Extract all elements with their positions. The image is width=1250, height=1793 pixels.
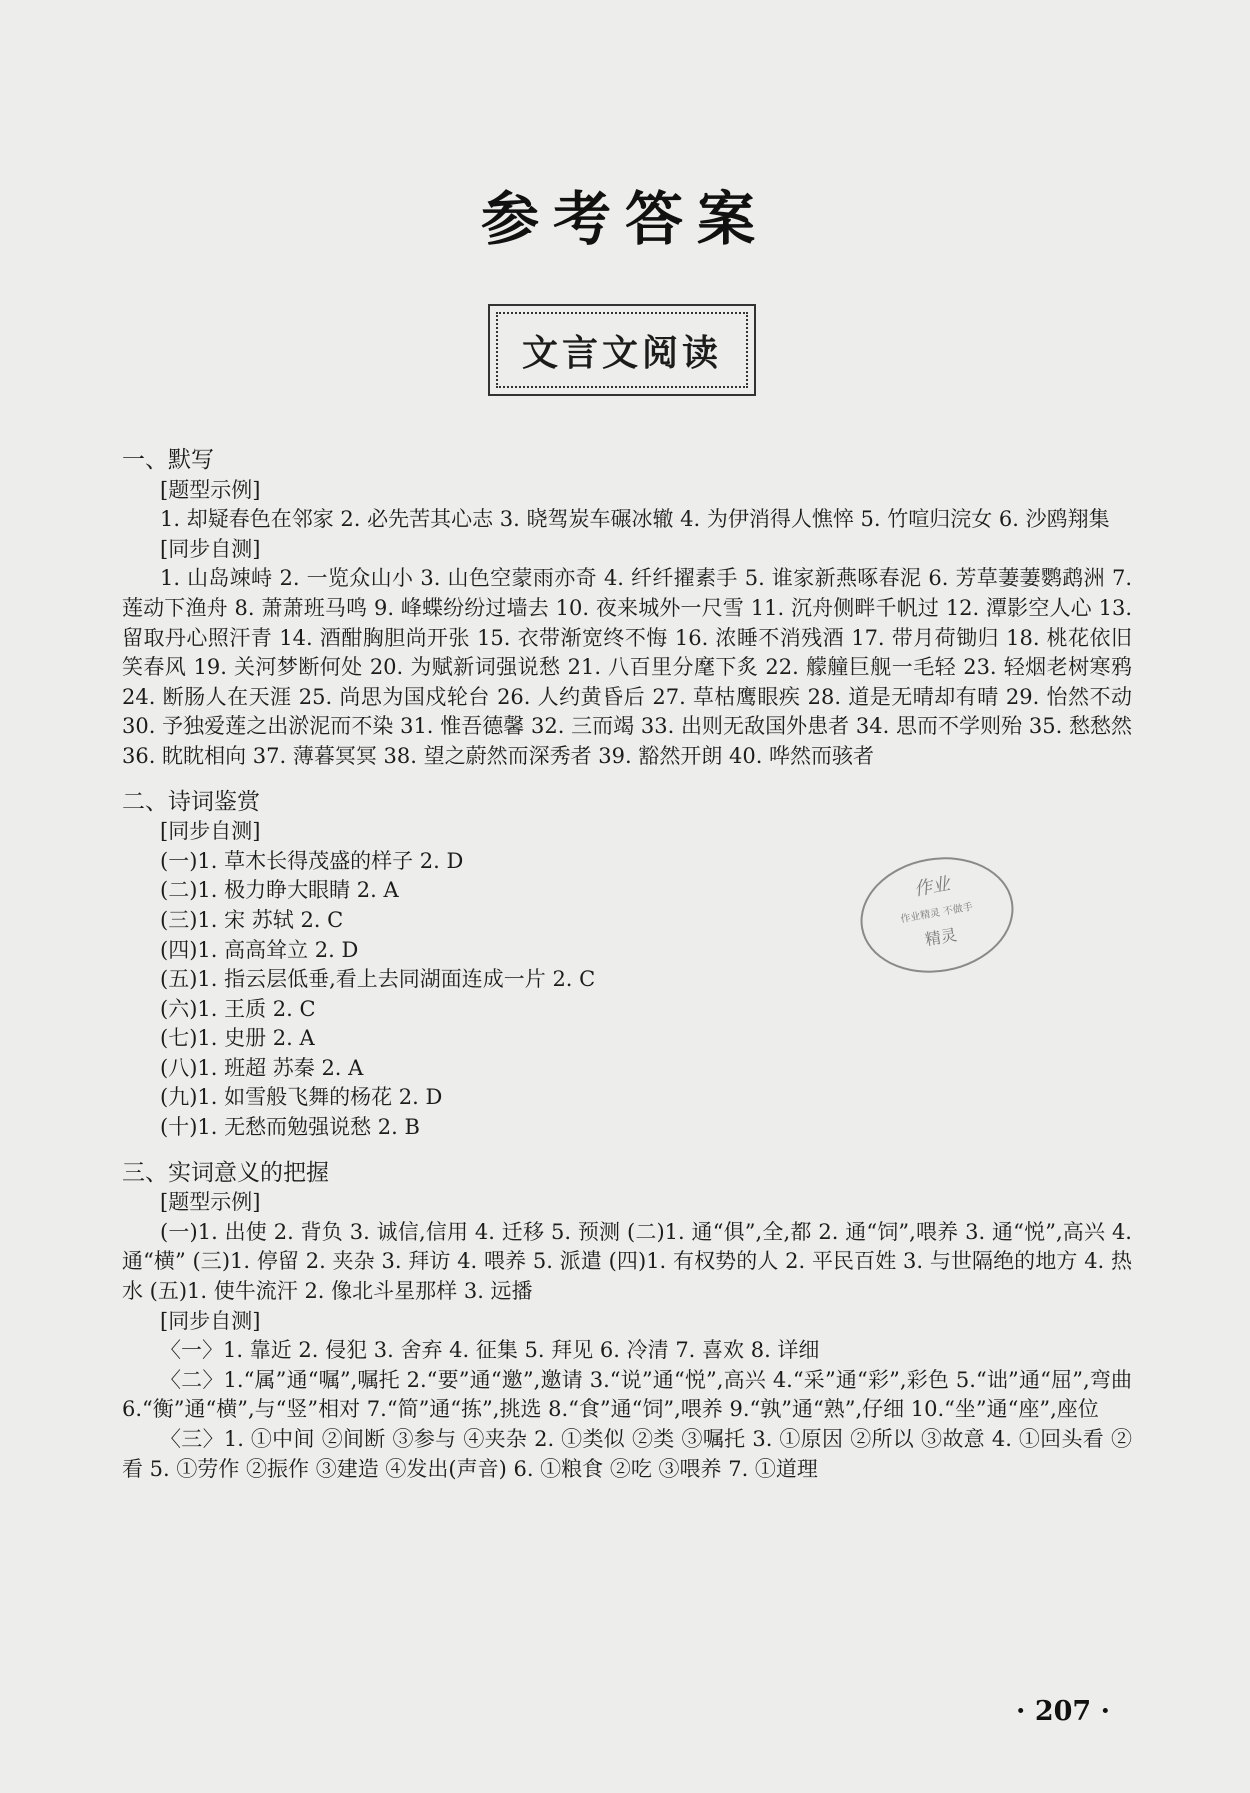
stamp-line-2: 作业精灵 不做手 <box>899 901 974 926</box>
answer-line: (一)1. 草木长得茂盛的样子 2. D <box>160 848 464 873</box>
subsection-label: [同步自测] <box>160 819 261 844</box>
answer-paragraph: 1. 山岛竦峙 2. 一览众山小 3. 山色空蒙雨亦奇 4. 纤纤擢素手 5. 谁家新燕啄春泥 6. 芳草萋萋鹦鹉洲 7. 莲动下渔舟 8. 萧萧班马鸣 9. 峰蝶纷纷过墙去 10. 夜来城外一尺雪 11. 沉舟侧畔千帆过 12. 潭影空人心 13. 留取丹心照汗青 14. 酒酣胸胆尚开张 15. 衣带渐宽终不悔 16. 浓睡不消残酒 17. 带月荷锄归 18. 桃花依旧笑春风 19. 关河梦断何处 20. 为赋新词强说愁 21. 八百里分麾下炙 22. 艨艟巨舰一毛轻 23. 轻烟老树寒鸦 24. 断肠人在天涯 25. 尚思为国戍轮台 26. 人约黄昏后 27. 草枯鹰眼疾 28. 道是无晴却有晴 29. 怡然不动 30. 予独爱莲之出淤泥而不染 31. 惟吾德馨 32. 三而竭 33. 出则无敌国外患者 34. 思而不学则殆 35. 愁愁然 36. 眈眈相向 37. 薄暮冥冥 38. 望之蔚然而深秀者 39. 豁然开朗 40. 哗然而骇者 <box>122 566 1132 768</box>
answer-line: (十)1. 无愁而勉强说愁 2. B <box>160 1115 420 1140</box>
section-title-box <box>488 304 756 396</box>
answer-paragraph: 〈三〉1. ①中间 ②间断 ③参与 ④夹杂 2. ①类似 ②类 ③嘱托 3. ①原因 ②所以 ③故意 4. ①回头看 ②看 5. ①劳作 ②振作 ③建造 ④发出(声音) 6. ①粮食 ②吃 ③喂养 7. ①道理 <box>122 1427 1132 1481</box>
stamp-line-3: 精灵 <box>923 925 959 950</box>
stamp-line-1: 作业 <box>912 873 952 901</box>
answer-line: (八)1. 班超 苏秦 2. A <box>160 1055 364 1080</box>
answer-line: (五)1. 指云层低垂,看上去同湖面连成一片 2. C <box>160 967 596 992</box>
answer-line: (二)1. 极力睁大眼睛 2. A <box>160 878 399 903</box>
answer-paragraph: 〈二〉1.“属”通“嘱”,嘱托 2.“要”通“邀”,邀请 3.“说”通“悦”,高兴 4.“采”通“彩”,彩色 5.“诎”通“屈”,弯曲 6.“衡”通“横”,与“竖”相对 7.“简”通“拣”,挑选 8.“食”通“饲”,喂养 9.“孰”通“熟”,仔细 10.“坐”通“座”,座位 <box>122 1367 1132 1422</box>
section-heading-dictation: 一、默写 <box>122 447 214 473</box>
subsection-label: [题型示例] <box>160 1190 261 1215</box>
answer-line: (三)1. 宋 苏轼 2. C <box>160 907 344 932</box>
answer-paragraph: 〈一〉1. 靠近 2. 侵犯 3. 舍弃 4. 征集 5. 拜见 6. 冷清 7. 喜欢 8. 详细 <box>160 1338 820 1363</box>
subsection-label: [题型示例] <box>160 477 261 502</box>
answer-line: (四)1. 高高耸立 2. D <box>160 937 359 962</box>
section-heading-vocabulary: 三、实词意义的把握 <box>122 1159 329 1186</box>
answer-line: (九)1. 如雪般飞舞的杨花 2. D <box>160 1085 443 1110</box>
section-title-text: 文言文阅读 <box>521 332 722 374</box>
subsection-label: [同步自测] <box>160 536 261 561</box>
answer-paragraph: 1. 却疑春色在邻家 2. 必先苦其心志 3. 晓驾炭车碾冰辙 4. 为伊消得人憔悴 5. 竹喧归浣女 6. 沙鸥翔集 <box>160 507 1110 532</box>
answer-paragraph: (一)1. 出使 2. 背负 3. 诚信,信用 4. 迁移 5. 预测 (二)1. 通“俱”,全,都 2. 通“饲”,喂养 3. 通“悦”,高兴 4. 通“横” (三)1. 停留 2. 夹杂 3. 拜访 4. 喂养 5. 派遣 (四)1. 有权势的人 2. 平民百姓 3. 与世隔绝的地方 4. 热水 (五)1. 使牛流汗 2. 像北斗星那样 3. 远播 <box>122 1219 1132 1304</box>
answer-line: (六)1. 王质 2. C <box>160 996 316 1021</box>
section-heading-poetry: 二、诗词鉴赏 <box>122 788 260 815</box>
answer-content <box>122 442 1132 1484</box>
page-number: · 207 · <box>1016 1696 1110 1727</box>
answer-line: (七)1. 史册 2. A <box>160 1026 315 1051</box>
page-title: 参考答案 <box>480 185 769 253</box>
subsection-label: [同步自测] <box>160 1308 261 1333</box>
